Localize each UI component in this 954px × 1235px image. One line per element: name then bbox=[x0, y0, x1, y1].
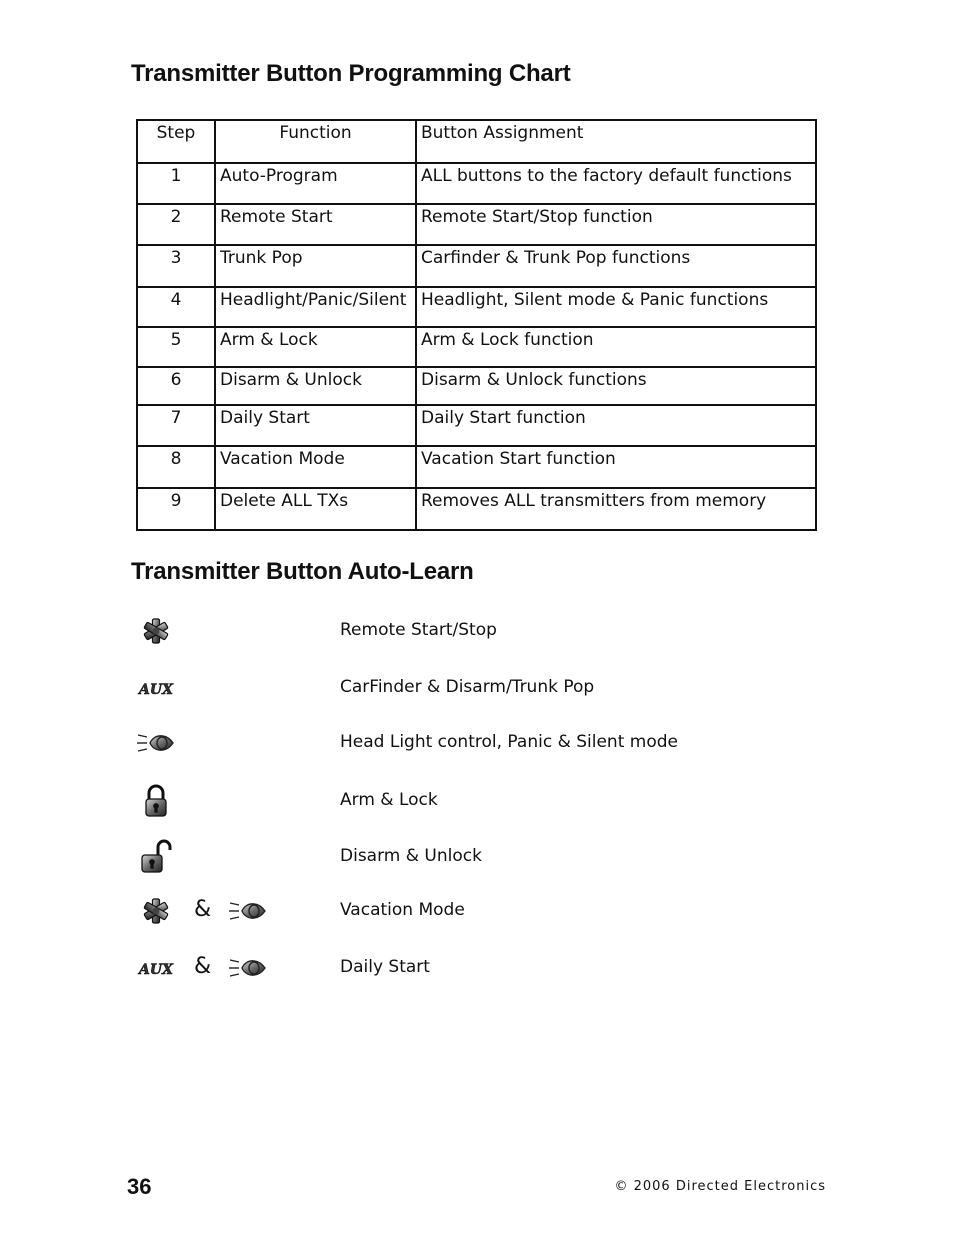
step-cell: 5 bbox=[137, 327, 215, 367]
step-cell: 7 bbox=[137, 405, 215, 446]
auto-learn-title: Transmitter Button Auto-Learn bbox=[131, 558, 474, 585]
svg-text:AUX: AUX bbox=[139, 962, 173, 978]
assignment-cell: Carfinder & Trunk Pop functions bbox=[416, 245, 816, 287]
unlock-icon bbox=[136, 837, 176, 877]
svg-text:AUX: AUX bbox=[139, 682, 173, 698]
auto-learn-row bbox=[0, 948, 954, 988]
step-cell: 6 bbox=[137, 367, 215, 405]
function-cell: Auto-Program bbox=[215, 163, 416, 204]
asterisk-icon bbox=[136, 611, 176, 651]
aux-icon bbox=[136, 948, 176, 988]
function-cell: Trunk Pop bbox=[215, 245, 416, 287]
function-cell: Daily Start bbox=[215, 405, 416, 446]
assignment-cell: Headlight, Silent mode & Panic functions bbox=[416, 287, 816, 327]
auto-learn-row bbox=[0, 781, 954, 821]
auto-learn-row bbox=[0, 837, 954, 877]
function-cell: Delete ALL TXs bbox=[215, 488, 416, 530]
column-header-step: Step bbox=[137, 120, 215, 163]
headlight-icon bbox=[228, 891, 268, 931]
assignment-cell: Vacation Start function bbox=[416, 446, 816, 488]
step-cell: 8 bbox=[137, 446, 215, 488]
auto-learn-row bbox=[0, 723, 954, 763]
assignment-cell: Removes ALL transmitters from memory bbox=[416, 488, 816, 530]
step-cell: 1 bbox=[137, 163, 215, 204]
function-cell: Vacation Mode bbox=[215, 446, 416, 488]
auto-learn-description: Vacation Mode bbox=[340, 900, 465, 920]
column-header-function: Function bbox=[215, 120, 416, 163]
auto-learn-description: Arm & Lock bbox=[340, 790, 438, 810]
step-cell: 4 bbox=[137, 287, 215, 327]
aux-icon bbox=[136, 668, 176, 708]
programming-chart-title: Transmitter Button Programming Chart bbox=[131, 60, 571, 87]
function-cell: Headlight/Panic/Silent bbox=[215, 287, 416, 327]
assignment-cell: Arm & Lock function bbox=[416, 327, 816, 367]
auto-learn-description: Daily Start bbox=[340, 957, 430, 977]
assignment-cell: ALL buttons to the factory default functions bbox=[416, 163, 816, 204]
auto-learn-row bbox=[0, 611, 954, 651]
auto-learn-description: Disarm & Unlock bbox=[340, 846, 482, 866]
step-cell: 9 bbox=[137, 488, 215, 530]
function-cell: Disarm & Unlock bbox=[215, 367, 416, 405]
assignment-cell: Remote Start/Stop function bbox=[416, 204, 816, 245]
auto-learn-row bbox=[0, 668, 954, 708]
auto-learn-description: Remote Start/Stop bbox=[340, 620, 497, 640]
auto-learn-description: Head Light control, Panic & Silent mode bbox=[340, 732, 678, 752]
page-number: 36 bbox=[127, 1174, 152, 1199]
column-header-assignment: Button Assignment bbox=[416, 120, 816, 163]
assignment-cell: Daily Start function bbox=[416, 405, 816, 446]
headlight-icon bbox=[136, 723, 176, 763]
combination-connector: & bbox=[194, 897, 212, 922]
auto-learn-description: CarFinder & Disarm/Trunk Pop bbox=[340, 677, 595, 697]
step-cell: 3 bbox=[137, 245, 215, 287]
headlight-icon bbox=[228, 948, 268, 988]
function-cell: Remote Start bbox=[215, 204, 416, 245]
lock-icon bbox=[136, 781, 176, 821]
copyright-notice: © 2006 Directed Electronics bbox=[614, 1179, 826, 1194]
step-cell: 2 bbox=[137, 204, 215, 245]
assignment-cell: Disarm & Unlock functions bbox=[416, 367, 816, 405]
function-cell: Arm & Lock bbox=[215, 327, 416, 367]
asterisk-icon bbox=[136, 891, 176, 931]
auto-learn-row bbox=[0, 891, 954, 931]
combination-connector: & bbox=[194, 954, 212, 979]
